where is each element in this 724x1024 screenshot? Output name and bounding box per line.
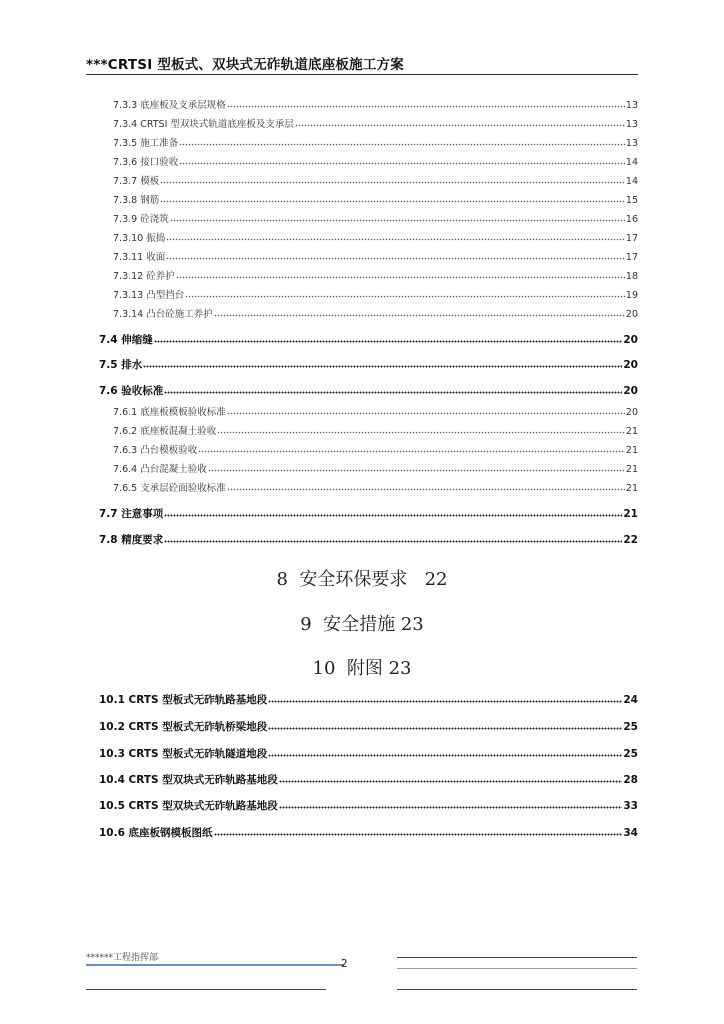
toc-entry[interactable] xyxy=(113,404,638,418)
toc-chapter-8[interactable]: 8 安全环保要求 22 xyxy=(276,569,448,590)
toc-entry-page: 16 xyxy=(625,214,638,225)
toc-entry-page: 24 xyxy=(623,694,638,706)
toc-leader-dots xyxy=(227,100,625,108)
toc-entry[interactable] xyxy=(113,97,638,111)
toc-entry[interactable] xyxy=(113,135,638,149)
toc-leader-dots xyxy=(214,828,623,836)
footer-rule xyxy=(397,968,637,969)
toc-entry[interactable] xyxy=(99,532,638,547)
toc-entry-label: 7.3.14 凸台砼施工养护 xyxy=(113,309,213,320)
toc-entry-label: 10.3 CRTS 型板式无砟轨隧道地段 xyxy=(99,748,268,760)
toc-chapter-9[interactable]: 9 安全措施 23 xyxy=(300,614,424,635)
toc-entry[interactable] xyxy=(99,383,638,398)
toc-entry[interactable] xyxy=(113,154,638,168)
toc-entry-page: 34 xyxy=(623,827,638,839)
toc-entry[interactable] xyxy=(113,442,638,456)
toc-entry-page: 21 xyxy=(623,508,638,520)
toc-leader-dots xyxy=(279,775,623,783)
footer-organization: ******工程指挥部 xyxy=(86,953,159,963)
toc-leader-dots xyxy=(154,335,623,343)
toc-entry[interactable] xyxy=(99,825,638,840)
toc-entry[interactable] xyxy=(113,249,638,263)
toc-entry-label: 7.3.10 振捣 xyxy=(113,233,166,244)
toc-entry[interactable] xyxy=(113,230,638,244)
toc-entry[interactable] xyxy=(99,357,638,372)
toc-entry-page: 13 xyxy=(625,119,638,130)
toc-entry-label: 7.6.4 凸台混凝土验收 xyxy=(113,464,207,475)
toc-entry[interactable] xyxy=(113,461,638,475)
footer-rule xyxy=(397,957,637,958)
toc-chapter-10[interactable]: 10 附图 23 xyxy=(312,658,412,679)
toc-entry-page: 18 xyxy=(625,271,638,282)
toc-leader-dots xyxy=(164,386,622,394)
toc-leader-dots xyxy=(295,119,625,127)
toc-entry[interactable] xyxy=(99,798,638,813)
toc-entry-label: 10.5 CRTS 型双块式无砟轨路基地段 xyxy=(99,800,278,812)
toc-entry[interactable] xyxy=(113,287,638,301)
toc-leader-dots xyxy=(160,195,625,203)
toc-leader-dots xyxy=(217,426,625,434)
toc-entry[interactable] xyxy=(113,306,638,320)
toc-leader-dots xyxy=(227,407,625,415)
toc-entry-page: 20 xyxy=(623,385,638,397)
toc-entry-label: 7.3.9 砼浇筑 xyxy=(113,214,169,225)
toc-entry-page: 20 xyxy=(625,407,638,418)
toc-entry-page: 20 xyxy=(623,359,638,371)
toc-entry[interactable] xyxy=(99,772,638,787)
toc-entry-page: 19 xyxy=(625,290,638,301)
toc-entry-page: 20 xyxy=(625,309,638,320)
toc-entry-label: 7.3.6 接口验收 xyxy=(113,157,179,168)
toc-entry-page: 21 xyxy=(625,464,638,475)
toc-entry-page: 20 xyxy=(623,334,638,346)
document-header-title: ***CRTSⅠ 型板式、双块式无砟轨道底座板施工方案 xyxy=(86,57,404,73)
toc-entry-label: 7.7 注意事项 xyxy=(99,508,164,520)
toc-entry-label: 7.3.8 钢筋 xyxy=(113,195,160,206)
toc-entry-label: 7.3.12 砼养护 xyxy=(113,271,175,282)
footer-rule xyxy=(397,989,637,990)
toc-leader-dots xyxy=(268,722,622,730)
toc-entry[interactable] xyxy=(99,746,638,761)
toc-entry-page: 13 xyxy=(625,100,638,111)
toc-entry-label: 7.6.5 支承层砼面验收标准 xyxy=(113,483,226,494)
toc-entry-label: 7.3.11 收面 xyxy=(113,252,166,263)
toc-leader-dots xyxy=(176,271,625,279)
toc-entry-label: 7.6.1 底座板模板验收标准 xyxy=(113,407,226,418)
toc-entry[interactable] xyxy=(113,211,638,225)
toc-entry-page: 25 xyxy=(623,721,638,733)
footer-blue-rule xyxy=(86,964,344,966)
toc-entry-label: 7.8 精度要求 xyxy=(99,534,164,546)
toc-entry-page: 28 xyxy=(623,774,638,786)
toc-leader-dots xyxy=(166,252,625,260)
toc-leader-dots xyxy=(179,157,625,165)
toc-entry-label: 7.3.13 凸型挡台 xyxy=(113,290,185,301)
toc-entry[interactable] xyxy=(113,173,638,187)
toc-entry[interactable] xyxy=(99,692,638,707)
toc-entry-page: 15 xyxy=(625,195,638,206)
toc-entry-label: 7.3.3 底座板及支承层规格 xyxy=(113,100,226,111)
toc-entry[interactable] xyxy=(113,423,638,437)
toc-entry-page: 21 xyxy=(625,483,638,494)
toc-entry-page: 13 xyxy=(625,138,638,149)
toc-leader-dots xyxy=(268,695,622,703)
toc-leader-dots xyxy=(164,535,622,543)
toc-entry-page: 17 xyxy=(625,233,638,244)
toc-leader-dots xyxy=(170,214,625,222)
toc-leader-dots xyxy=(143,360,622,368)
toc-leader-dots xyxy=(164,509,622,517)
toc-leader-dots xyxy=(208,464,625,472)
toc-entry-page: 21 xyxy=(625,426,638,437)
toc-entry[interactable] xyxy=(99,719,638,734)
toc-leader-dots xyxy=(279,801,623,809)
toc-entry-label: 7.5 排水 xyxy=(99,359,143,371)
toc-entry-page: 25 xyxy=(623,748,638,760)
toc-entry-label: 7.6.2 底座板混凝土验收 xyxy=(113,426,217,437)
footer-rule xyxy=(86,989,326,990)
toc-entry-label: 7.3.5 施工准备 xyxy=(113,138,179,149)
toc-entry-label: 10.2 CRTS 型板式无砟轨桥梁地段 xyxy=(99,721,268,733)
toc-entry-page: 14 xyxy=(625,176,638,187)
toc-entry-label: 10.1 CRTS 型板式无砟轨路基地段 xyxy=(99,694,268,706)
toc-entry[interactable] xyxy=(113,192,638,206)
toc-leader-dots xyxy=(185,290,625,298)
toc-entry-page: 17 xyxy=(625,252,638,263)
toc-entry-label: 7.6 验收标准 xyxy=(99,385,164,397)
toc-entry[interactable] xyxy=(99,332,638,347)
toc-leader-dots xyxy=(166,233,625,241)
toc-leader-dots xyxy=(214,309,625,317)
toc-leader-dots xyxy=(198,445,625,453)
toc-entry-page: 14 xyxy=(625,157,638,168)
toc-leader-dots xyxy=(160,176,625,184)
toc-entry-label: 7.4 伸缩缝 xyxy=(99,334,153,346)
toc-entry-page: 22 xyxy=(623,534,638,546)
toc-entry[interactable] xyxy=(113,480,638,494)
footer-page-number: 2 xyxy=(341,958,348,970)
toc-entry-label: 7.6.3 凸台模板验收 xyxy=(113,445,198,456)
toc-leader-dots xyxy=(227,483,625,491)
header-rule xyxy=(86,74,638,75)
toc-entry[interactable] xyxy=(99,506,638,521)
toc-entry[interactable] xyxy=(113,116,638,130)
toc-entry-label: 7.3.7 模板 xyxy=(113,176,160,187)
toc-leader-dots xyxy=(268,749,622,757)
toc-entry-label: 7.3.4 CRTSⅠ 型双块式轨道底座板及支承层 xyxy=(113,119,294,130)
toc-entry-label: 10.4 CRTS 型双块式无砟轨路基地段 xyxy=(99,774,278,786)
toc-entry-page: 21 xyxy=(625,445,638,456)
toc-entry-label: 10.6 底座板钢模板图纸 xyxy=(99,827,213,839)
toc-leader-dots xyxy=(179,138,625,146)
toc-entry[interactable] xyxy=(113,268,638,282)
toc-entry-page: 33 xyxy=(623,800,638,812)
